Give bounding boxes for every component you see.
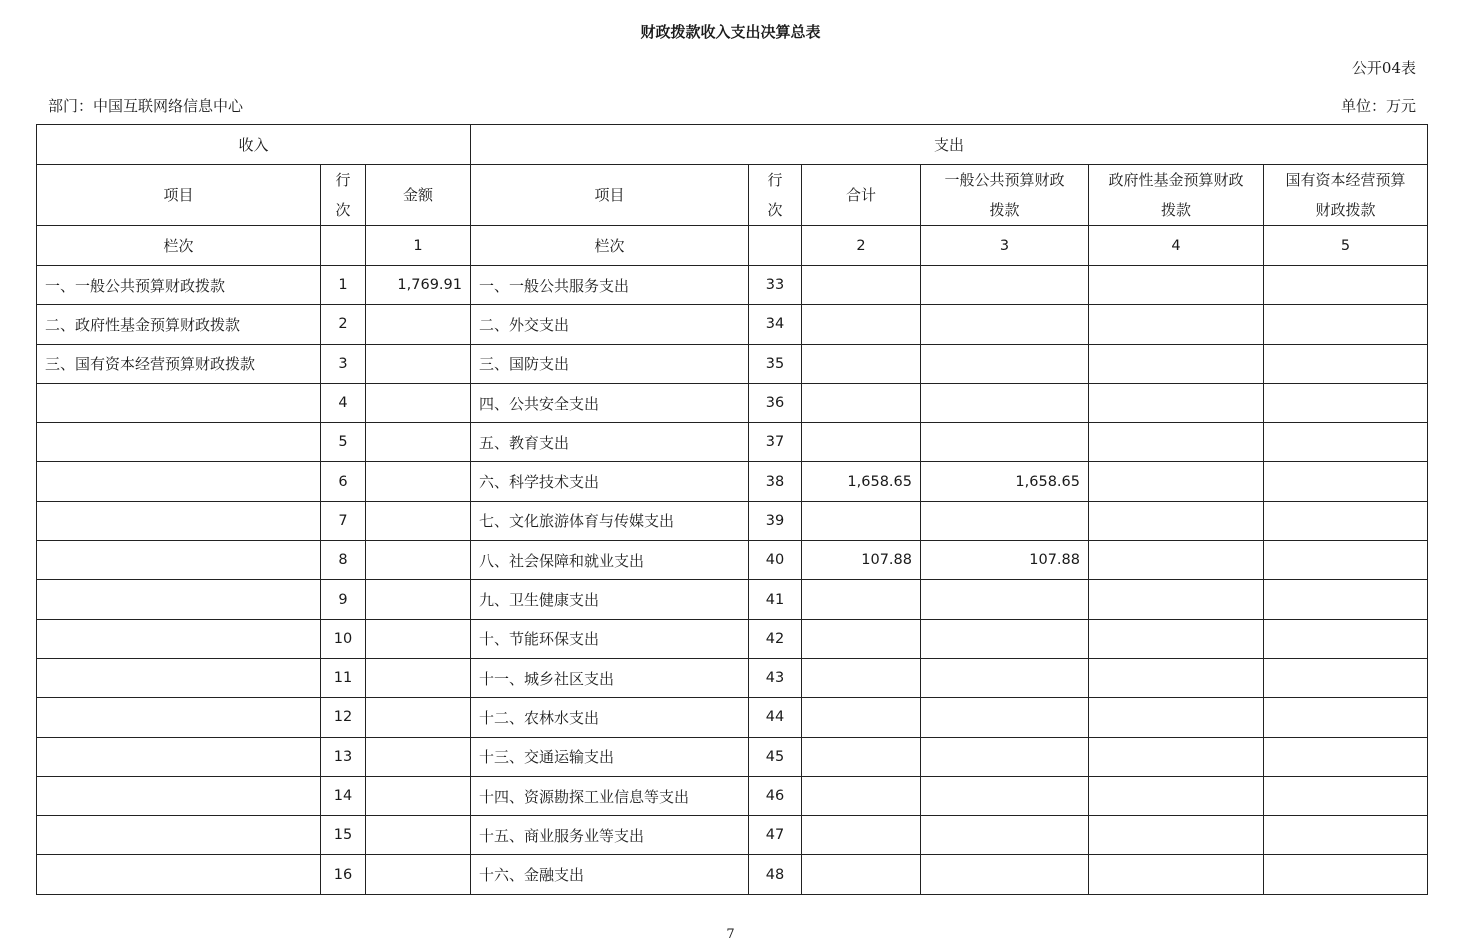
state-capital-amount — [1264, 619, 1428, 658]
expense-item: 六、科学技术支出 — [471, 462, 749, 501]
table-row — [37, 266, 1428, 305]
general-budget-amount — [921, 423, 1089, 462]
income-line-number: 4 — [321, 383, 366, 422]
general-budget-amount — [921, 383, 1089, 422]
expense-line-number: 41 — [749, 580, 802, 619]
expense-line-number: 38 — [749, 462, 802, 501]
income-amount — [366, 423, 471, 462]
page-number: 7 — [726, 927, 735, 942]
income-amount — [366, 855, 471, 894]
state-capital-amount — [1264, 776, 1428, 815]
column-header-row — [37, 165, 1428, 226]
income-line-number: 10 — [321, 619, 366, 658]
column-index-row — [37, 226, 1428, 266]
state-capital-header: 国有资本经营预算 财政拨款 — [1264, 165, 1428, 226]
unit-label: 单位：万元 — [1340, 97, 1416, 115]
income-amount — [366, 501, 471, 540]
expense-line-number: 35 — [749, 344, 802, 383]
empty-cell — [321, 226, 366, 266]
expense-item: 十六、金融支出 — [471, 855, 749, 894]
income-amount — [366, 776, 471, 815]
income-line-number: 6 — [321, 462, 366, 501]
gov-fund-amount — [1089, 266, 1264, 305]
section-header-row — [37, 125, 1428, 165]
income-line-number: 5 — [321, 423, 366, 462]
expense-total — [802, 383, 921, 422]
general-budget-header: 一般公共预算财政 拨款 — [921, 165, 1089, 226]
income-amount — [366, 698, 471, 737]
income-item-header: 项目 — [37, 165, 321, 226]
income-line-header: 行 次 — [321, 165, 366, 226]
expense-total — [802, 816, 921, 855]
general-budget-amount — [921, 580, 1089, 619]
table-row — [37, 776, 1428, 815]
income-amount — [366, 658, 471, 697]
gov-fund-amount — [1089, 776, 1264, 815]
income-item: 三、国有资本经营预算财政拨款 — [37, 344, 321, 383]
income-section-header: 收入 — [37, 125, 471, 165]
general-budget-amount — [921, 619, 1089, 658]
income-item — [37, 816, 321, 855]
department-label: 部门：中国互联网络信息中心 — [48, 97, 244, 115]
expense-line-number: 42 — [749, 619, 802, 658]
expense-total — [802, 580, 921, 619]
column-index: 4 — [1089, 226, 1264, 266]
expense-line-number: 34 — [749, 305, 802, 344]
column-index: 2 — [802, 226, 921, 266]
income-line-number: 1 — [321, 266, 366, 305]
general-budget-amount — [921, 855, 1089, 894]
expense-total — [802, 737, 921, 776]
expense-line-number: 37 — [749, 423, 802, 462]
lanci-label: 栏次 — [471, 226, 749, 266]
income-item — [37, 737, 321, 776]
gov-fund-amount — [1089, 619, 1264, 658]
expense-total — [802, 658, 921, 697]
general-budget-amount — [921, 737, 1089, 776]
table-row — [37, 383, 1428, 422]
expense-line-number: 48 — [749, 855, 802, 894]
empty-cell — [749, 226, 802, 266]
income-amount: 1,769.91 — [366, 266, 471, 305]
expense-total — [802, 619, 921, 658]
income-line-number: 7 — [321, 501, 366, 540]
expense-total — [802, 305, 921, 344]
expense-item-header: 项目 — [471, 165, 749, 226]
income-item — [37, 423, 321, 462]
income-amount — [366, 737, 471, 776]
state-capital-amount — [1264, 305, 1428, 344]
expense-item: 七、文化旅游体育与传媒支出 — [471, 501, 749, 540]
state-capital-amount — [1264, 698, 1428, 737]
state-capital-amount — [1264, 580, 1428, 619]
income-line-number: 2 — [321, 305, 366, 344]
state-capital-amount — [1264, 423, 1428, 462]
general-budget-amount — [921, 266, 1089, 305]
income-item — [37, 619, 321, 658]
expense-section-header: 支出 — [471, 125, 1428, 165]
expense-line-number: 33 — [749, 266, 802, 305]
income-item — [37, 462, 321, 501]
income-item — [37, 383, 321, 422]
column-index: 1 — [366, 226, 471, 266]
gov-fund-amount — [1089, 423, 1264, 462]
income-item — [37, 501, 321, 540]
income-amount — [366, 619, 471, 658]
expense-item: 四、公共安全支出 — [471, 383, 749, 422]
table-row — [37, 737, 1428, 776]
gov-fund-header: 政府性基金预算财政 拨款 — [1089, 165, 1264, 226]
income-line-number: 11 — [321, 658, 366, 697]
expense-line-header: 行 次 — [749, 165, 802, 226]
income-line-number: 14 — [321, 776, 366, 815]
general-budget-amount — [921, 816, 1089, 855]
state-capital-amount — [1264, 541, 1428, 580]
table-row — [37, 305, 1428, 344]
income-item — [37, 580, 321, 619]
column-index: 5 — [1264, 226, 1428, 266]
state-capital-amount — [1264, 266, 1428, 305]
expense-total: 107.88 — [802, 541, 921, 580]
gov-fund-amount — [1089, 816, 1264, 855]
gov-fund-amount — [1089, 383, 1264, 422]
gov-fund-amount — [1089, 658, 1264, 697]
gov-fund-amount — [1089, 580, 1264, 619]
income-line-number: 9 — [321, 580, 366, 619]
expense-line-number: 39 — [749, 501, 802, 540]
expense-total: 1,658.65 — [802, 462, 921, 501]
general-budget-amount — [921, 344, 1089, 383]
table-number: 公开04表 — [1351, 59, 1416, 77]
gov-fund-amount — [1089, 501, 1264, 540]
income-amount-header: 金额 — [366, 165, 471, 226]
general-budget-amount — [921, 776, 1089, 815]
income-item: 二、政府性基金预算财政拨款 — [37, 305, 321, 344]
expense-item: 二、外交支出 — [471, 305, 749, 344]
expense-line-number: 40 — [749, 541, 802, 580]
table-row — [37, 816, 1428, 855]
state-capital-amount — [1264, 462, 1428, 501]
expense-total — [802, 423, 921, 462]
income-item — [37, 776, 321, 815]
page-title: 财政拨款收入支出决算总表 — [640, 23, 821, 41]
income-item — [37, 855, 321, 894]
income-line-number: 15 — [321, 816, 366, 855]
table-row — [37, 501, 1428, 540]
expense-total — [802, 698, 921, 737]
income-line-number: 16 — [321, 855, 366, 894]
table-row — [37, 580, 1428, 619]
expense-total — [802, 776, 921, 815]
expense-item: 十三、交通运输支出 — [471, 737, 749, 776]
income-item — [37, 541, 321, 580]
expense-item: 一、一般公共服务支出 — [471, 266, 749, 305]
state-capital-amount — [1264, 501, 1428, 540]
state-capital-amount — [1264, 737, 1428, 776]
income-amount — [366, 383, 471, 422]
table-row — [37, 423, 1428, 462]
state-capital-amount — [1264, 383, 1428, 422]
state-capital-amount — [1264, 855, 1428, 894]
gov-fund-amount — [1089, 344, 1264, 383]
expense-total — [802, 266, 921, 305]
table-row — [37, 855, 1428, 894]
expense-line-number: 43 — [749, 658, 802, 697]
expense-item: 三、国防支出 — [471, 344, 749, 383]
general-budget-amount: 107.88 — [921, 541, 1089, 580]
expense-item: 八、社会保障和就业支出 — [471, 541, 749, 580]
table-row — [37, 344, 1428, 383]
general-budget-amount — [921, 501, 1089, 540]
expense-line-number: 36 — [749, 383, 802, 422]
income-item: 一、一般公共预算财政拨款 — [37, 266, 321, 305]
expense-line-number: 45 — [749, 737, 802, 776]
table-row — [37, 541, 1428, 580]
table-row — [37, 619, 1428, 658]
lanci-label: 栏次 — [37, 226, 321, 266]
general-budget-amount: 1,658.65 — [921, 462, 1089, 501]
expense-total — [802, 344, 921, 383]
expense-line-number: 47 — [749, 816, 802, 855]
total-header: 合计 — [802, 165, 921, 226]
gov-fund-amount — [1089, 698, 1264, 737]
state-capital-amount — [1264, 658, 1428, 697]
gov-fund-amount — [1089, 462, 1264, 501]
fiscal-appropriation-table — [36, 124, 1428, 895]
income-amount — [366, 816, 471, 855]
general-budget-amount — [921, 305, 1089, 344]
income-amount — [366, 580, 471, 619]
expense-item: 九、卫生健康支出 — [471, 580, 749, 619]
income-amount — [366, 541, 471, 580]
income-amount — [366, 344, 471, 383]
expense-total — [802, 855, 921, 894]
gov-fund-amount — [1089, 305, 1264, 344]
expense-item: 十一、城乡社区支出 — [471, 658, 749, 697]
expense-item: 十五、商业服务业等支出 — [471, 816, 749, 855]
income-line-number: 12 — [321, 698, 366, 737]
gov-fund-amount — [1089, 541, 1264, 580]
expense-line-number: 44 — [749, 698, 802, 737]
income-line-number: 3 — [321, 344, 366, 383]
income-amount — [366, 305, 471, 344]
column-index: 3 — [921, 226, 1089, 266]
expense-total — [802, 501, 921, 540]
expense-item: 五、教育支出 — [471, 423, 749, 462]
gov-fund-amount — [1089, 855, 1264, 894]
gov-fund-amount — [1089, 737, 1264, 776]
state-capital-amount — [1264, 816, 1428, 855]
expense-item: 十四、资源勘探工业信息等支出 — [471, 776, 749, 815]
table-row — [37, 698, 1428, 737]
income-amount — [366, 462, 471, 501]
income-item — [37, 698, 321, 737]
state-capital-amount — [1264, 344, 1428, 383]
income-item — [37, 658, 321, 697]
expense-item: 十、节能环保支出 — [471, 619, 749, 658]
expense-item: 十二、农林水支出 — [471, 698, 749, 737]
table-row — [37, 462, 1428, 501]
income-line-number: 8 — [321, 541, 366, 580]
income-line-number: 13 — [321, 737, 366, 776]
general-budget-amount — [921, 698, 1089, 737]
general-budget-amount — [921, 658, 1089, 697]
table-row — [37, 658, 1428, 697]
expense-line-number: 46 — [749, 776, 802, 815]
